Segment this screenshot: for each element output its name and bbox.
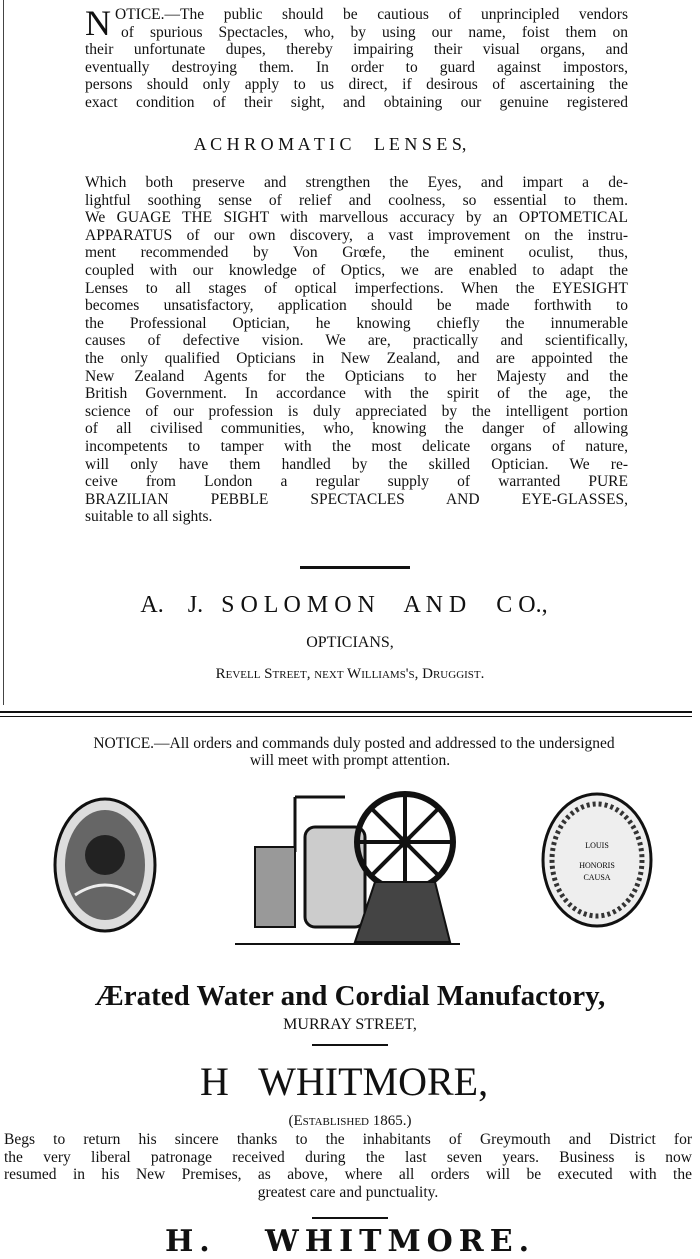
- double-rule-top: [0, 711, 692, 713]
- proprietor-name: H WHITMORE,: [199, 1059, 489, 1104]
- body-line: BRAZILIAN PEBBLE SPECTACLES AND EYE-GLASSES,: [85, 490, 628, 508]
- body-line: Which both preserve and strengthen the Eyes, and impart a de-: [85, 174, 628, 191]
- body-line: Begs to return his sincere thanks to the inhabitants of Greymouth and District for: [4, 1131, 692, 1148]
- body-line: greatest care and punctuality.: [257, 1183, 439, 1201]
- body-line: resumed in his New Premises, as above, where all orders will be executed with the: [4, 1166, 692, 1184]
- body-line: ceive from London a regular supply of warranted PURE: [85, 473, 628, 491]
- body-line: British Government. In accordance with the spirit of the age, the: [85, 385, 628, 403]
- body-line: the only qualified Opticians in New Zealand, and are appointed the: [85, 349, 628, 367]
- machinery-illustration-icon: [225, 782, 465, 952]
- divider: [300, 566, 410, 569]
- body-line: New Zealand Agents for the Opticians to her Majesty and the: [85, 367, 628, 385]
- body-line: incompetents to tamper with the most delicate organs of nature,: [85, 437, 628, 455]
- achromatic-heading: A C H R O M A T I C L E N S E S,: [193, 134, 467, 154]
- body-line: ment recommended by Von Grœfe, the eminent oculist, thus,: [85, 244, 628, 262]
- double-rule-bottom: [0, 716, 692, 717]
- drop-cap: N: [85, 3, 111, 43]
- address: Revell Street, next Williams's, Druggist.: [215, 666, 485, 682]
- medal-text: CAUSA: [583, 873, 611, 882]
- body-line: coupled with our knowledge of Optics, we are enabled to adapt the: [85, 261, 628, 279]
- firm-name: A. J. S O L O M O N A N D C O.,: [140, 592, 548, 618]
- body-line: the Professional Optician, he knowing chiefly the innumerable: [85, 314, 628, 332]
- medal-left-icon: [50, 795, 160, 935]
- notice-line: persons should only apply to us direct, if desirous of ascertaining the: [85, 76, 628, 94]
- divider: [312, 1217, 388, 1219]
- notice-line: of spurious Spectacles, who, by using our name, foist them on: [121, 23, 628, 41]
- notice-line: eventually destroying them. In order to guard against impostors,: [85, 58, 628, 76]
- body-line: will only have them handled by the skilled Optician. We re-: [85, 455, 628, 473]
- body-line: lightful soothing sense of relief and coolness, so essential to them.: [85, 191, 628, 209]
- manufactory-title: Ærated Water and Cordial Manufactory,: [94, 980, 606, 1012]
- profession: OPTICIANS,: [306, 634, 394, 651]
- solomon-body: [85, 174, 628, 526]
- whitmore-notice-line: NOTICE.—All orders and commands duly posted and addressed to the undersigned: [93, 735, 615, 752]
- solomon-notice: [85, 3, 628, 112]
- whitmore-body: [4, 1131, 692, 1201]
- divider: [312, 1044, 388, 1046]
- body-line: Lenses to all stages of optical imperfections. When the EYESIGHT: [85, 279, 628, 297]
- body-line: causes of defective vision. We are, practically and scientifically,: [85, 332, 628, 350]
- body-line: APPARATUS of our own discovery, a vast improvement on the instru-: [85, 226, 628, 244]
- street: MURRAY STREET,: [283, 1016, 417, 1033]
- body-line: becomes unsatisfactory, application should be made forthwith to: [85, 297, 628, 315]
- medal-text: LOUIS: [585, 841, 609, 850]
- body-line: science of our profession is duly appreciated by the intelligent portion: [85, 402, 628, 420]
- notice-line: OTICE.—The public should be cautious of unprincipled vendors: [115, 6, 628, 23]
- notice-line: exact condition of their sight, and obtaining our genuine registered: [85, 93, 628, 111]
- whitmore-notice-line: will meet with prompt attention.: [249, 752, 451, 769]
- body-line: of all civilised communities, who, knowing the danger of allowing: [85, 420, 628, 438]
- body-line: the very liberal patronage received during the last seven years. Business is now: [4, 1148, 692, 1166]
- established: (Established 1865.): [288, 1113, 412, 1129]
- body-line: suitable to all sights.: [85, 508, 213, 526]
- signature: H. WHITMORE.: [164, 1224, 536, 1259]
- medal-text: HONORIS: [579, 861, 615, 870]
- body-line: We GUAGE THE SIGHT with marvellous accuracy by an OPTOMETICAL: [85, 209, 628, 227]
- notice-line: their unfortunate dupes, thereby impairing their visual organs, and: [85, 41, 628, 59]
- medal-right-icon: [540, 790, 655, 930]
